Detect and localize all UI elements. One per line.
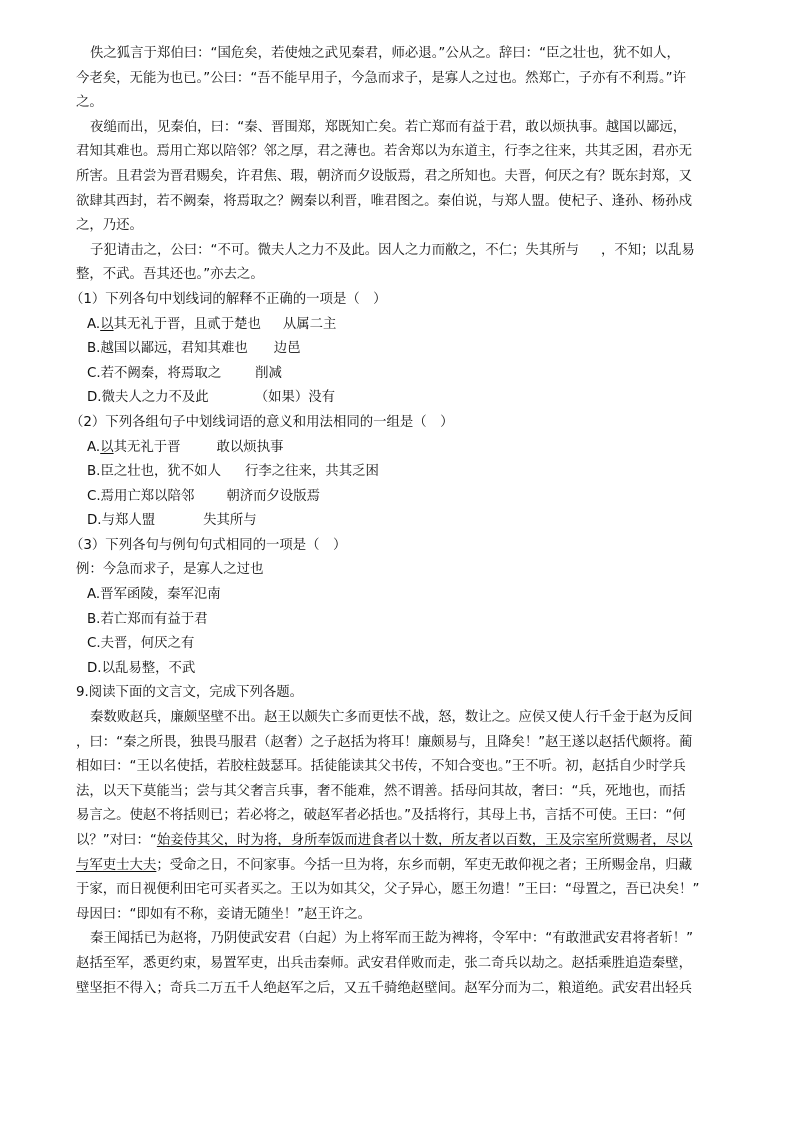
- question-2-option-c: [76, 485, 750, 510]
- passage1-line: 欲肆其西封，若不阙秦，将焉取之？阙秦以利晋，唯君图之。秦伯说，与郑人盟。使杞子、逢孙、杨孙戍: [76, 193, 692, 209]
- passage1-line: 夜缒而出，见秦伯，曰：“秦、晋围郑，郑既知亡矣。若亡郑而有益于君，敢以烦执事。越国以鄙远，: [90, 119, 687, 135]
- passage2-line: 于家，而日视便利田宅可买者买之。王以为如其父，父子异心，愿王勿遣！”王曰：“母置之，吾已决矣！”: [76, 882, 700, 898]
- passage2-line: 赵括至军，悉更约束，易置军吏，出兵击秦师。武安君佯败而走，张二奇兵以劫之。赵括乘胜追造秦壁，: [76, 955, 692, 971]
- option-answer: （如果）没有: [254, 390, 336, 406]
- option-answer: 朝济而夕设版焉: [226, 488, 321, 504]
- question-3-example: 例：今急而求子，是寡人之过也: [76, 562, 264, 578]
- option-text: C.若不阙秦，将焉取之: [87, 365, 222, 381]
- question-3-stem: （3）下列各句与例句句式相同的一项是（ ）: [70, 537, 347, 553]
- question-3-option-b: B.若亡郑而有益于君: [87, 611, 208, 627]
- question-1-option-b: [76, 337, 750, 362]
- passage2-line: 法，以天下莫能当；尝与其父奢言兵事，奢不能难，然不谓善。括母问其故，奢曰：“兵，死地也，而括: [76, 783, 686, 799]
- question-3-option-a: A.晋军函陵，秦军氾南: [87, 587, 221, 603]
- passage2-line: [76, 829, 750, 854]
- option-text: C.焉用亡郑以陪邻: [87, 488, 195, 504]
- question-2-stem: （2）下列各组句子中划线词语的意义和用法相同的一组是（ ）: [70, 414, 454, 430]
- option-text: B.臣之壮也，犹不如人: [87, 464, 221, 480]
- question-1-option-a: [76, 313, 750, 338]
- question-1-option-d: [76, 386, 750, 411]
- question-3-option-d: D.以乱易整，不武: [87, 660, 196, 676]
- passage1-text: 子犯请击之，公曰：“不可。微夫人之力不及此。因人之力而敝之，不仁；失其所与: [90, 242, 579, 258]
- question-2-option-a: [76, 436, 750, 461]
- passage1-line: 佚之狐言于郑伯曰：“国危矣，若使烛之武见秦君，师必退。”公从之。辞曰：“臣之壮也，犹不如人，: [90, 46, 680, 61]
- underlined-sentence: 始妾侍其父，时为将，身所奉饭而进食者以十数，所友者以百数，王及宗室所赏赐者，尽以: [156, 833, 693, 848]
- option-answer: 从属二主: [282, 316, 337, 332]
- question-2-option-d: [76, 509, 750, 534]
- underlined-sentence: 与军吏士大夫: [76, 857, 157, 873]
- question-9-stem: 9.阅读下面的文言文，完成下列各题。: [76, 685, 304, 701]
- question-1-option-c: [76, 362, 750, 387]
- passage2-line: 易言之。使赵不将括则已；若必将之，破赵军者必括也。”及括将行，其母上书，言括不可使。王曰：“何: [76, 808, 686, 824]
- option-text: B.越国以鄙远，君知其难也: [87, 341, 248, 357]
- passage2-line: 秦王闻括已为赵将，乃阴使武安君（白起）为上将军而王龁为裨将，令军中：“有敢泄武安君将者斩！”: [90, 931, 694, 947]
- passage2-line: ，曰：“秦之所畏，独畏马服君（赵奢）之子赵括为将耳！廉颇易与，且降矣！”赵王遂以赵括代颇将。蔺: [76, 734, 693, 750]
- passage1-line: 今老矣，无能为也已。”公曰：“吾不能早用子，今急而求子，是寡人之过也。然郑亡，子亦有不利焉。”许: [76, 70, 686, 86]
- passage1-text: ，不知；以乱易: [601, 242, 695, 258]
- option-answer: 敢以烦执事: [216, 439, 284, 455]
- option-text: 其无礼于晋: [113, 439, 181, 455]
- passage1-line: 之，乃还。: [76, 218, 143, 234]
- option-answer: 行李之往来，共其乏困: [244, 464, 379, 480]
- underlined-word: 以: [100, 316, 114, 332]
- option-text: D.与郑人盟: [87, 513, 156, 529]
- option-text: D.微夫人之力不及此: [87, 390, 209, 406]
- passage1-line: 君知其难也。焉用亡郑以陪邻？邻之厚，君之薄也。若舍郑以为东道主，行李之往来，共其乏困，君亦无: [76, 144, 692, 160]
- question-1-stem: （1）下列各句中划线词的解释不正确的一项是（ ）: [70, 291, 387, 307]
- option-answer: 削减: [255, 365, 282, 381]
- passage2-line: 母因曰：“即如有不称，妾请无随坐！”赵王许之。: [76, 906, 372, 922]
- option-label: A.: [87, 316, 101, 332]
- passage2-line: [76, 854, 750, 879]
- passage1-line: 所害。且君尝为晋君赐矣，许君焦、瑕，朝济而夕设版焉，君之所知也。夫晋，何厌之有？既东封郑，又: [76, 168, 692, 184]
- option-label: A.: [87, 439, 101, 455]
- passage2-text: 以？”对曰：“: [76, 833, 157, 848]
- question-3-option-c: C.夫晋，何厌之有: [87, 636, 195, 652]
- passage2-line: 相如曰：“王以名使括，若胶柱鼓瑟耳。括徒能读其父书传，不知合变也。”王不听。初，赵括自少时学兵: [76, 759, 686, 775]
- passage1-line: 之。: [76, 95, 103, 111]
- passage2-line: 壁坚拒不得入；奇兵二万五千人绝赵军之后，又五千骑绝赵壁间。赵军分而为二，粮道绝。武安君出轻兵: [76, 980, 692, 996]
- option-answer: 失其所与: [203, 513, 257, 529]
- passage1-line: 整，不武。吾其还也。”亦去之。: [76, 267, 264, 283]
- option-answer: 边邑: [273, 341, 301, 357]
- passage1-line: [76, 239, 750, 264]
- question-2-option-b: [76, 460, 750, 485]
- underlined-word: 以: [100, 439, 114, 455]
- option-text: 其无礼于晋，且贰于楚也: [113, 316, 261, 332]
- passage2-line: 秦数败赵兵，廉颇坚壁不出。赵王以颇失亡多而更怯不战，怒，数让之。应侯又使人行千金于赵为反间: [90, 710, 693, 726]
- passage2-text: ；受命之日，不问家事。今括一旦为将，东乡而朝，军吏无敢仰视之者；王所赐金帛，归藏: [156, 857, 692, 873]
